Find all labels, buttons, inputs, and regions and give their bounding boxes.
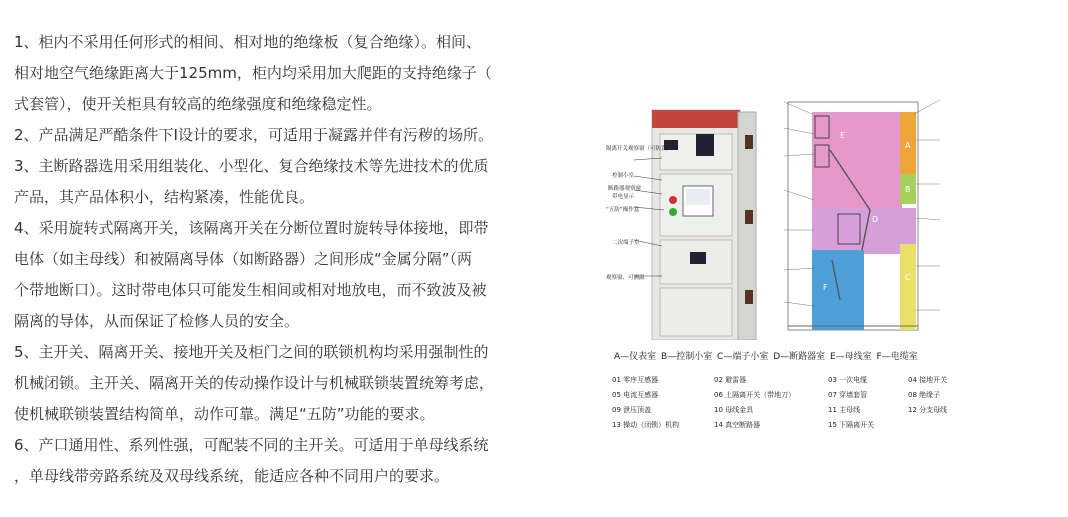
paragraph-line: 式套管），使开关柜具有较高的绝缘强度和绝缘稳定性。	[14, 95, 382, 113]
parts-legend-item: 08 绝缘子	[908, 391, 941, 399]
section-E-fill	[812, 112, 902, 210]
parts-legend-item: 10 母线金具	[714, 406, 754, 414]
parts-legend-item: 04 接地开关	[908, 376, 948, 384]
cabinet-label: “五防”操作盒	[606, 207, 640, 213]
paragraph-line: 3、主断路器选用采用组装化、小型化、复合绝缘技术等先进技术的优质	[14, 157, 489, 175]
section-letter-E: E	[840, 131, 846, 140]
cabinet-label: 观察窗、可测温	[606, 275, 645, 281]
cabinet-label: 带电显示	[612, 194, 635, 200]
parts-legend-item: 12 分支母线	[908, 406, 948, 414]
section-C-fill	[900, 244, 916, 330]
paragraph-line: 5、主开关、隔离开关、接地开关及柜门之间的联锁机构均采用强制性的	[14, 343, 489, 361]
parts-legend-item: 03 一次电缆	[828, 376, 868, 384]
paragraph-line: 相对地空气绝缘距离大于125mm，柜内均采用加大爬距的支持绝缘子（	[14, 64, 492, 82]
section-letter-F: F	[823, 283, 828, 292]
paragraph-line: 产品，其产品体积小，结构紧凑，性能优良。	[14, 188, 315, 206]
section-letter-B: B	[905, 185, 911, 194]
paragraph-line: 6、产口通用性、系列性强，可配装不同的主开关。可适用于单母线系统	[14, 436, 489, 454]
parts-legend-item: 11 主母线	[828, 406, 861, 414]
compartments-legend: A—仪表室 B—控制小室 C—端子小室 D—断路器室 E—母线室 F—电缆室	[614, 352, 918, 362]
paragraph-line: 1、柜内不采用任何形式的相间、相对地的绝缘板（复合绝缘）。相间、	[14, 33, 482, 51]
parts-legend-item: 01 零序互感器	[612, 376, 659, 384]
parts-legend-item: 06 上隔离开关（带地刀）	[714, 391, 796, 399]
paragraph-line: 个带地断口）。这时带电体只可能发生相间或相对地放电，而不致波及被	[14, 281, 487, 299]
cabinet-label: 二次端子室	[612, 240, 640, 246]
cabinet-label: 隔离开关观察窗（可防误）	[606, 146, 673, 152]
paragraph-line: 使机械联锁装置结构简单，动作可靠。满足“五防”功能的要求。	[14, 405, 435, 423]
cross-section-diagram	[788, 102, 918, 330]
paragraph-line: 隔离的导体，从而保证了检修人员的安全。	[14, 312, 300, 330]
section-letter-D: D	[872, 215, 879, 224]
section-letter-C: C	[905, 273, 911, 282]
paragraph-line: 电体（如主母线）和被隔离导体（如断路器）之间形成“金属分隔”（两	[14, 250, 473, 268]
parts-legend-item: 14 真空断路器	[714, 421, 761, 429]
cabinet-label: 控制小室	[612, 173, 635, 179]
parts-legend	[612, 375, 972, 435]
parts-legend-item: 05 电流互感器	[612, 391, 659, 399]
parts-legend-item: 13 操动（闭锁）机构	[612, 421, 680, 429]
paragraph-line: 2、产品满足严酷条件下I设计的要求，可适用于凝露并伴有污秽的场所。	[14, 126, 493, 144]
paragraph-line: ，单母线带旁路系统及双母线系统，能适应各种不同用户的要求。	[14, 467, 450, 485]
switchgear-illustration	[600, 90, 960, 340]
parts-legend-item: 15 下隔离开关	[828, 421, 875, 429]
paragraph-line: 4、采用旋转式隔离开关，该隔离开关在分断位置时旋转导体接地，即带	[14, 219, 489, 237]
parts-legend-item: 09 泄压顶盖	[612, 406, 652, 414]
feature-text	[14, 27, 534, 492]
parts-legend-item: 02 避雷器	[714, 376, 747, 384]
cabinet-label: 断路器观察窗	[608, 186, 642, 192]
paragraph-line: 机械闭锁。主开关、隔离开关的传动操作设计与机械联锁装置统筹考虑，	[14, 374, 495, 392]
parts-legend-item: 07 穿墙套管	[828, 391, 868, 399]
section-letter-A: A	[905, 141, 911, 150]
